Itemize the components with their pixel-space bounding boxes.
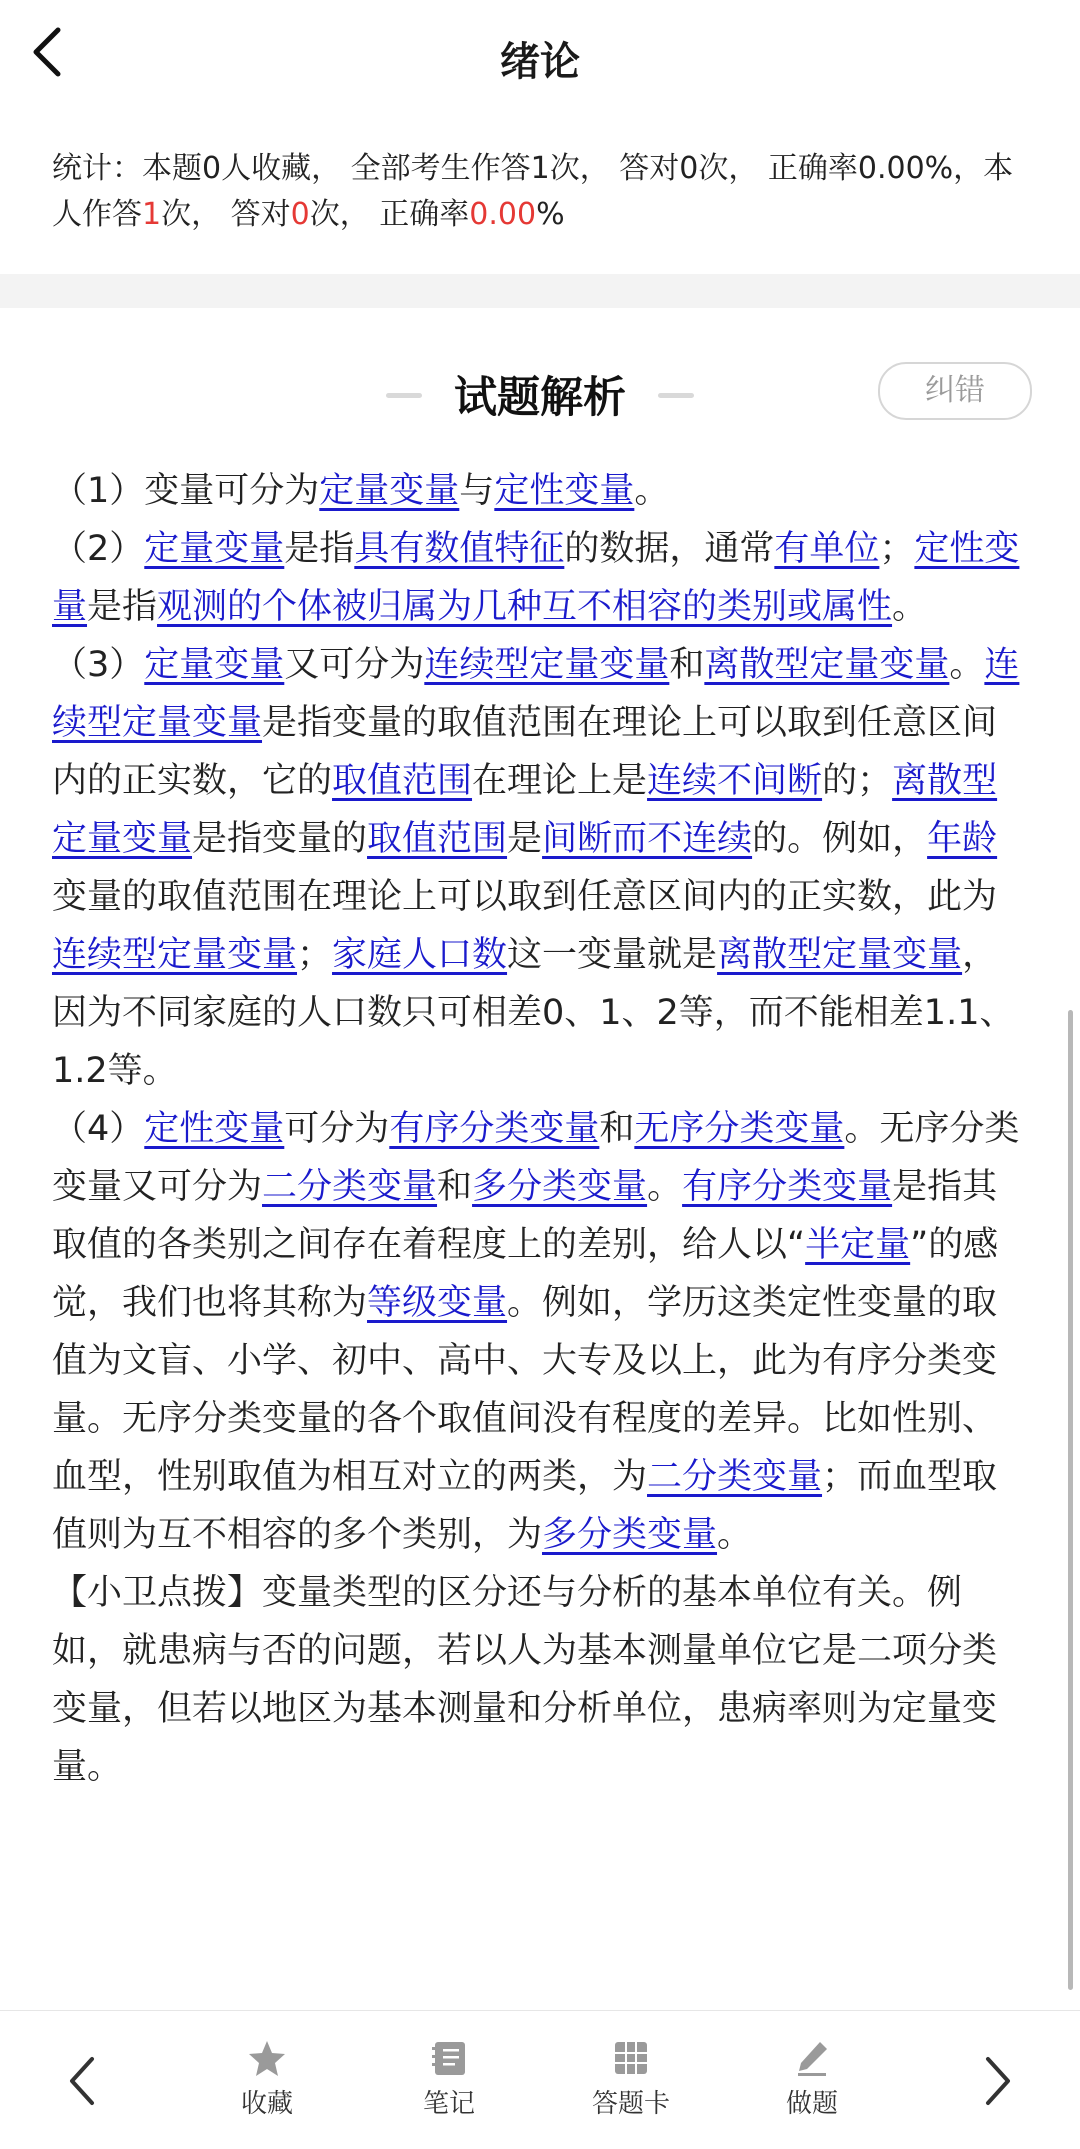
favorite-button[interactable] <box>207 2039 327 2120</box>
analysis-paragraph-2 <box>52 520 1028 636</box>
my-rate: 0.00 <box>469 197 537 232</box>
analysis-text: （1）变量可分为 <box>52 471 320 511</box>
favorite-label: 收藏 <box>240 2089 293 2119</box>
bottom-nav <box>0 2010 1080 2149</box>
analysis-paragraph-3 <box>52 636 1028 1100</box>
stats-line-1: 统计：本题0人收藏， 全部考生作答1次， 答对0次， 正确率0.00%，本 <box>52 151 1014 186</box>
analysis-text: 和 <box>599 1109 635 1149</box>
analysis-text: 。 <box>717 1515 753 1555</box>
analysis-text: 和 <box>437 1167 473 1207</box>
term-link[interactable]: 定量变量 <box>319 471 460 511</box>
term-link[interactable]: 定性变量 <box>144 1109 285 1149</box>
analysis-text: 。 <box>892 587 928 627</box>
analysis-text: 又可分为 <box>284 645 425 685</box>
analysis-text: 可分为 <box>284 1109 390 1149</box>
chevron-left-icon <box>62 2053 102 2109</box>
term-link[interactable]: 等级变量 <box>367 1283 508 1323</box>
term-link[interactable]: 家庭人口数 <box>332 935 508 975</box>
statistics-text <box>52 146 1032 238</box>
analysis-text: 。无序分类变量又可分为 <box>52 1109 1020 1207</box>
analysis-text: 。例如，学历这类定性变量的取值为文盲、小学、初中、高中、大专及以上，此为有序分类变量。无序分类变量的各个取值间没有程度的差异。比如性别、血型，性别取值为相互对立的两类，为 <box>52 1283 998 1497</box>
term-link[interactable]: 观测的个体被归属为几种互不相容的类别或属性 <box>157 587 893 627</box>
title-dash-right <box>658 393 694 398</box>
term-link[interactable]: 取值范围 <box>332 761 473 801</box>
term-link[interactable]: 连续不间断 <box>647 761 823 801</box>
analysis-text: （3） <box>52 645 145 685</box>
analysis-text: 是指变量的 <box>192 819 368 859</box>
section-divider <box>0 274 1080 308</box>
term-link[interactable]: 半定量 <box>805 1225 911 1265</box>
analysis-text: ； <box>879 529 915 569</box>
analysis-text: （4） <box>52 1109 145 1149</box>
term-link[interactable]: 有单位 <box>774 529 880 569</box>
analysis-content <box>52 462 1028 1796</box>
analysis-text: 。 <box>634 471 670 511</box>
analysis-header <box>0 360 1080 430</box>
term-link[interactable]: 取值范围 <box>367 819 508 859</box>
term-link[interactable]: 二分类变量 <box>262 1167 438 1207</box>
analysis-text: 的； <box>822 761 893 801</box>
analysis-text: 。 <box>949 645 985 685</box>
analysis-text: 是 <box>507 819 543 859</box>
analysis-text: ； <box>297 935 333 975</box>
header <box>0 0 1080 120</box>
term-link[interactable]: 无序分类变量 <box>634 1109 845 1149</box>
stats-line-2: 人作答1次， 答对0次， 正确率0.00% <box>52 197 565 232</box>
notebook-icon <box>429 2039 469 2077</box>
my-attempts: 1 <box>142 197 162 232</box>
star-icon <box>247 2039 287 2077</box>
analysis-text: 与 <box>459 471 495 511</box>
analysis-text: （2） <box>52 529 145 569</box>
analysis-text: 的。例如， <box>752 819 928 859</box>
analysis-paragraph-5: 【小卫点拨】变量类型的区分还与分析的基本单位有关。例如，就患病与否的问题，若以人为基本测量单位它是二项分类变量，但若以地区为基本测量和分析单位，患病率则为定量变量。 <box>52 1573 998 1787</box>
term-link[interactable]: 离散型定量变量 <box>52 761 998 859</box>
analysis-text: 是指变量的取值范围在理论上可以取到任意区间内的正实数，它的 <box>52 703 998 801</box>
do-question-label: 做题 <box>785 2089 838 2119</box>
scrollbar[interactable] <box>1068 1010 1073 1990</box>
analysis-text: ，因为不同家庭的人口数只可相差0、1、2等，而不能相差1.1、1.2等。 <box>52 935 1015 1091</box>
analysis-paragraph-4 <box>52 1100 1028 1564</box>
answer-card-button[interactable] <box>571 2039 691 2120</box>
analysis-text: 的数据，通常 <box>564 529 775 569</box>
analysis-text: 是指 <box>284 529 355 569</box>
term-link[interactable]: 间断而不连续 <box>542 819 753 859</box>
term-link[interactable]: 有序分类变量 <box>682 1167 893 1207</box>
term-link[interactable]: 多分类变量 <box>472 1167 648 1207</box>
analysis-text: 是指其取值的各类别之间存在着程度上的差别，给人以“ <box>52 1167 998 1265</box>
term-link[interactable]: 离散型定量变量 <box>717 935 963 975</box>
analysis-text: 变量的取值范围在理论上可以取到任意区间内的正实数，此为 <box>52 877 998 917</box>
term-link[interactable]: 具有数值特征 <box>354 529 565 569</box>
notes-button[interactable] <box>389 2039 509 2120</box>
analysis-title: 试题解析 <box>454 373 626 423</box>
analysis-text: 。 <box>647 1167 683 1207</box>
term-link[interactable]: 有序分类变量 <box>389 1109 600 1149</box>
term-link[interactable]: 连续型定量变量 <box>424 645 670 685</box>
prev-question-button[interactable] <box>62 2053 112 2113</box>
term-link[interactable]: 定性变量 <box>52 529 1020 627</box>
term-link[interactable]: 连续型定量变量 <box>52 645 1020 743</box>
analysis-text: ”的感觉，我们也将其称为 <box>52 1225 999 1323</box>
next-question-button[interactable] <box>978 2053 1028 2113</box>
my-correct: 0 <box>290 197 310 232</box>
term-link[interactable]: 离散型定量变量 <box>704 645 950 685</box>
report-error-button[interactable]: 纠错 <box>878 362 1032 420</box>
answer-card-label: 答题卡 <box>591 2089 670 2119</box>
analysis-text: ；而血型取值则为互不相容的多个类别，为 <box>52 1457 998 1555</box>
term-link[interactable]: 年龄 <box>927 819 998 859</box>
term-link[interactable]: 连续型定量变量 <box>52 935 298 975</box>
analysis-text: 在理论上是 <box>472 761 648 801</box>
term-link[interactable]: 二分类变量 <box>647 1457 823 1497</box>
grid-icon <box>611 2039 651 2077</box>
analysis-text: 是指 <box>87 587 158 627</box>
do-question-button[interactable] <box>752 2039 872 2120</box>
notes-label: 笔记 <box>422 2089 475 2119</box>
analysis-text: 这一变量就是 <box>507 935 718 975</box>
term-link[interactable]: 定量变量 <box>144 645 285 685</box>
term-link[interactable]: 定量变量 <box>144 529 285 569</box>
term-link[interactable]: 多分类变量 <box>542 1515 718 1555</box>
term-link[interactable]: 定性变量 <box>494 471 635 511</box>
chevron-right-icon <box>978 2053 1018 2109</box>
analysis-paragraph-1 <box>52 462 1028 520</box>
analysis-text: 和 <box>669 645 705 685</box>
pencil-icon <box>792 2039 832 2077</box>
page-title: 绪论 <box>500 39 580 85</box>
